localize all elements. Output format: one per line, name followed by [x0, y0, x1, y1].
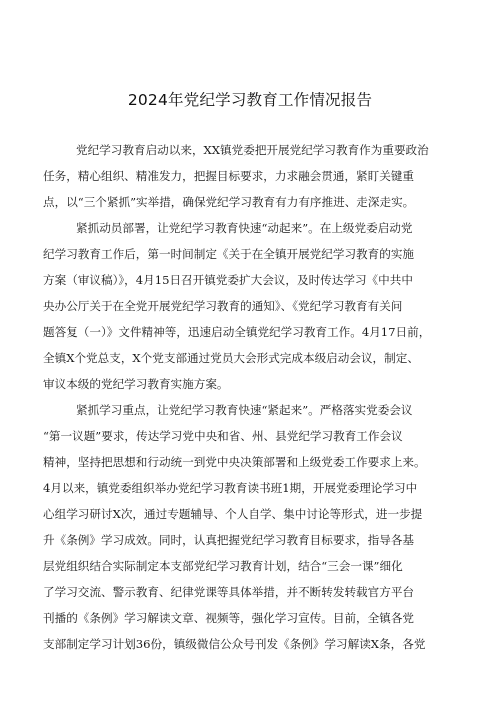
paragraph-2-line-6: 全镇X个党总支，X个党支部通过党员大会形式完成本级启动会议，制定、 — [43, 351, 419, 365]
paragraph-3-line-5: 心组学习研讨X次，通过专题辅导、个人自学、集中讨论等形式，进一步提 — [43, 507, 423, 521]
paragraph-3-line-9: 刊播的《条例》学习解读文章、视频等，强化学习宣传。目前，全镇各党 — [43, 611, 415, 625]
paragraph-3-line-7: 层党组织结合实际制定本支部党纪学习教育计划，结合“三会一课”细化 — [43, 559, 403, 573]
paragraph-3-line-3: 精神，坚持把思想和行动统一到党中央决策部署和上级党委工作要求上来。 — [43, 455, 426, 469]
paragraph-1-line-2: 任务，精心组织、精准发力，把握目标要求，力求融会贯通，紧盯关键重 — [43, 169, 415, 183]
paragraph-1-line-3: 点，以“三个紧抓”实举措，确保党纪学习教育有力有序推进、走深走实。 — [43, 195, 415, 209]
paragraph-2-line-3: 方案（审议稿）》，4月15日召开镇党委扩大会议，及时传达学习《中共中 — [43, 273, 413, 287]
paragraph-2-line-1: 紧抓动员部署，让党纪学习教育快速“动起来”。在上级党委启动党 — [76, 221, 413, 235]
document-title: 2024年党纪学习教育工作情况报告 — [127, 91, 373, 109]
paragraph-2-line-5: 题答复（一）》文件精神等，迅速启动全镇党纪学习教育工作。4月17日前， — [43, 325, 431, 339]
paragraph-2-line-2: 纪学习教育工作后，第一时间制定《关于在全镇开展党纪学习教育的实施 — [43, 247, 415, 261]
paragraph-2-line-4: 央办公厅关于在全党开展党纪学习教育的通知》、《党纪学习教育有关问 — [43, 299, 403, 313]
paragraph-3-line-2: “第一议题”要求，传达学习党中央和省、州、县党纪学习教育工作会议 — [43, 429, 403, 443]
paragraph-3-line-10: 支部制定学习计划36份，镇级微信公众号刊发《条例》学习解读X条，各党 — [43, 637, 426, 651]
paragraph-3-line-1: 紧抓学习重点，让党纪学习教育快速“紧起来”。严格落实党委会议 — [76, 403, 413, 417]
paragraph-2-line-7: 审议本级的党纪学习教育实施方案。 — [43, 377, 229, 391]
paragraph-3-line-6: 升《条例》学习成效。同时，认真把握党纪学习教育目标要求，指导各基 — [43, 533, 415, 547]
paragraph-3-line-4: 4月以来，镇党委组织举办党纪学习教育读书班1期，开展党委理论学习中 — [43, 481, 418, 495]
paragraph-1-line-1: 党纪学习教育启动以来，XX镇党委把开展党纪学习教育作为重要政治 — [76, 143, 429, 157]
paragraph-3-line-8: 了学习交流、警示教育、纪律党课等具体举措，并不断转发转载官方平台 — [43, 585, 415, 599]
